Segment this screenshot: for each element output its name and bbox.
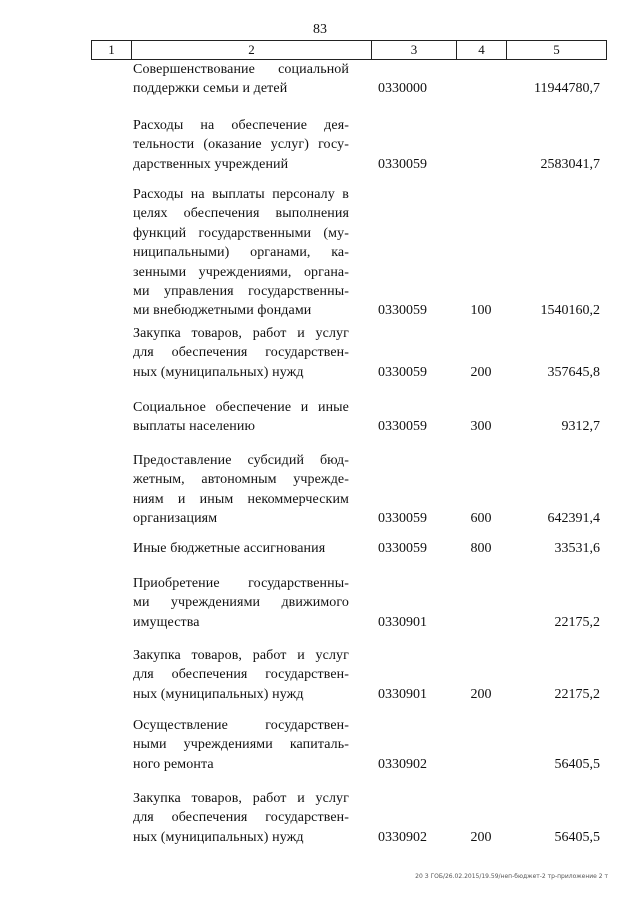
description-line: Расходы на обеспечение дея-	[133, 118, 349, 133]
amount-value: 9312,7	[561, 419, 600, 435]
description-line: Осуществление государствен-	[133, 718, 349, 733]
expense-type-code: 100	[470, 303, 492, 319]
description-line: Расходы на выплаты персоналу в	[133, 187, 349, 202]
page-number: 83	[313, 22, 327, 37]
description-line: Иные бюджетные ассигнования	[133, 541, 326, 556]
target-article-code: 0330000	[378, 81, 427, 97]
amount-value: 56405,5	[554, 756, 600, 772]
description-line: зенными учреждениями, органа-	[133, 264, 349, 280]
row-description	[133, 324, 349, 382]
row-description	[133, 789, 349, 847]
target-article-code: 0330059	[378, 303, 427, 319]
amount-value: 642391,4	[547, 511, 600, 527]
row-description	[133, 539, 349, 558]
description-line: имущества	[133, 614, 200, 630]
row-description	[133, 646, 349, 704]
description-line: для обеспечения государствен-	[133, 667, 349, 683]
row-description	[133, 574, 349, 632]
expense-type-code: 800	[470, 541, 492, 556]
description-line: ниям и иным некоммерческим	[133, 491, 349, 507]
description-line: ными учреждениями капиталь-	[133, 737, 349, 753]
header-col-3: 3	[372, 41, 457, 59]
row-description	[133, 398, 349, 437]
expense-type-code: 200	[470, 686, 492, 702]
target-article-code: 0330059	[378, 511, 427, 527]
description-line: ми управления государственны-	[133, 284, 349, 300]
amount-value: 22175,2	[554, 614, 600, 630]
header-col-2: 2	[132, 41, 372, 59]
target-article-code: 0330901	[378, 614, 427, 630]
description-line: организациям	[133, 511, 218, 527]
description-line: для обеспечения государствен-	[133, 810, 349, 826]
description-line: Закупка товаров, работ и услуг	[133, 326, 349, 341]
description-line: Приобретение государственны-	[133, 576, 349, 591]
description-line: Совершенствование социальной	[133, 62, 349, 77]
description-line: функций государственными (му-	[133, 225, 349, 241]
amount-value: 33531,6	[554, 541, 600, 556]
target-article-code: 0330059	[378, 419, 427, 435]
description-line: выплаты населению	[133, 419, 256, 435]
description-line: ных (муниципальных) нужд	[133, 829, 304, 845]
row-description	[133, 451, 349, 529]
target-article-code: 0330902	[378, 829, 427, 845]
description-line: тельности (оказание услуг) госу-	[133, 137, 349, 153]
description-line: целях обеспечения выполнения	[133, 206, 349, 222]
description-line: ми внебюджетными фондами	[133, 303, 312, 319]
target-article-code: 0330059	[378, 541, 427, 556]
amount-value: 1540160,2	[540, 303, 600, 319]
table-header	[91, 40, 607, 60]
description-line: для обеспечения государствен-	[133, 345, 349, 361]
amount-value: 357645,8	[547, 364, 600, 380]
target-article-code: 0330902	[378, 756, 427, 772]
description-line: Закупка товаров, работ и услуг	[133, 791, 349, 806]
amount-value: 56405,5	[554, 829, 600, 845]
description-line: ниципальными) органами, ка-	[133, 245, 349, 261]
row-description	[133, 185, 349, 321]
description-line: поддержки семьи и детей	[133, 81, 288, 97]
footer-code: 20 З ГОБ/26.02.2015/19.59/неп-бюджет-2 тр-приложение 2 т	[415, 873, 608, 880]
description-line: ми учреждениями движимого	[133, 595, 349, 611]
expense-type-code: 300	[470, 419, 492, 435]
row-description	[133, 716, 349, 774]
description-line: ных (муниципальных) нужд	[133, 364, 304, 380]
row-description	[133, 60, 349, 99]
expense-type-code: 600	[470, 511, 492, 527]
row-description	[133, 116, 349, 174]
target-article-code: 0330059	[378, 364, 427, 380]
amount-value: 11944780,7	[534, 81, 600, 97]
header-col-5: 5	[553, 42, 560, 57]
description-line: жетным, автономным учрежде-	[133, 472, 349, 488]
description-line: ного ремонта	[133, 756, 214, 772]
target-article-code: 0330901	[378, 686, 427, 702]
expense-type-code: 200	[470, 364, 492, 380]
expense-type-code: 200	[470, 829, 492, 845]
header-col-4: 4	[457, 41, 507, 59]
target-article-code: 0330059	[378, 156, 427, 172]
header-col-1: 1	[92, 41, 132, 59]
amount-value: 22175,2	[554, 686, 600, 702]
description-line: дарственных учреждений	[133, 156, 289, 172]
description-line: ных (муниципальных) нужд	[133, 686, 304, 702]
description-line: Предоставление субсидий бюд-	[133, 453, 349, 468]
description-line: Закупка товаров, работ и услуг	[133, 648, 349, 663]
amount-value: 2583041,7	[540, 156, 600, 172]
description-line: Социальное обеспечение и иные	[133, 400, 349, 415]
